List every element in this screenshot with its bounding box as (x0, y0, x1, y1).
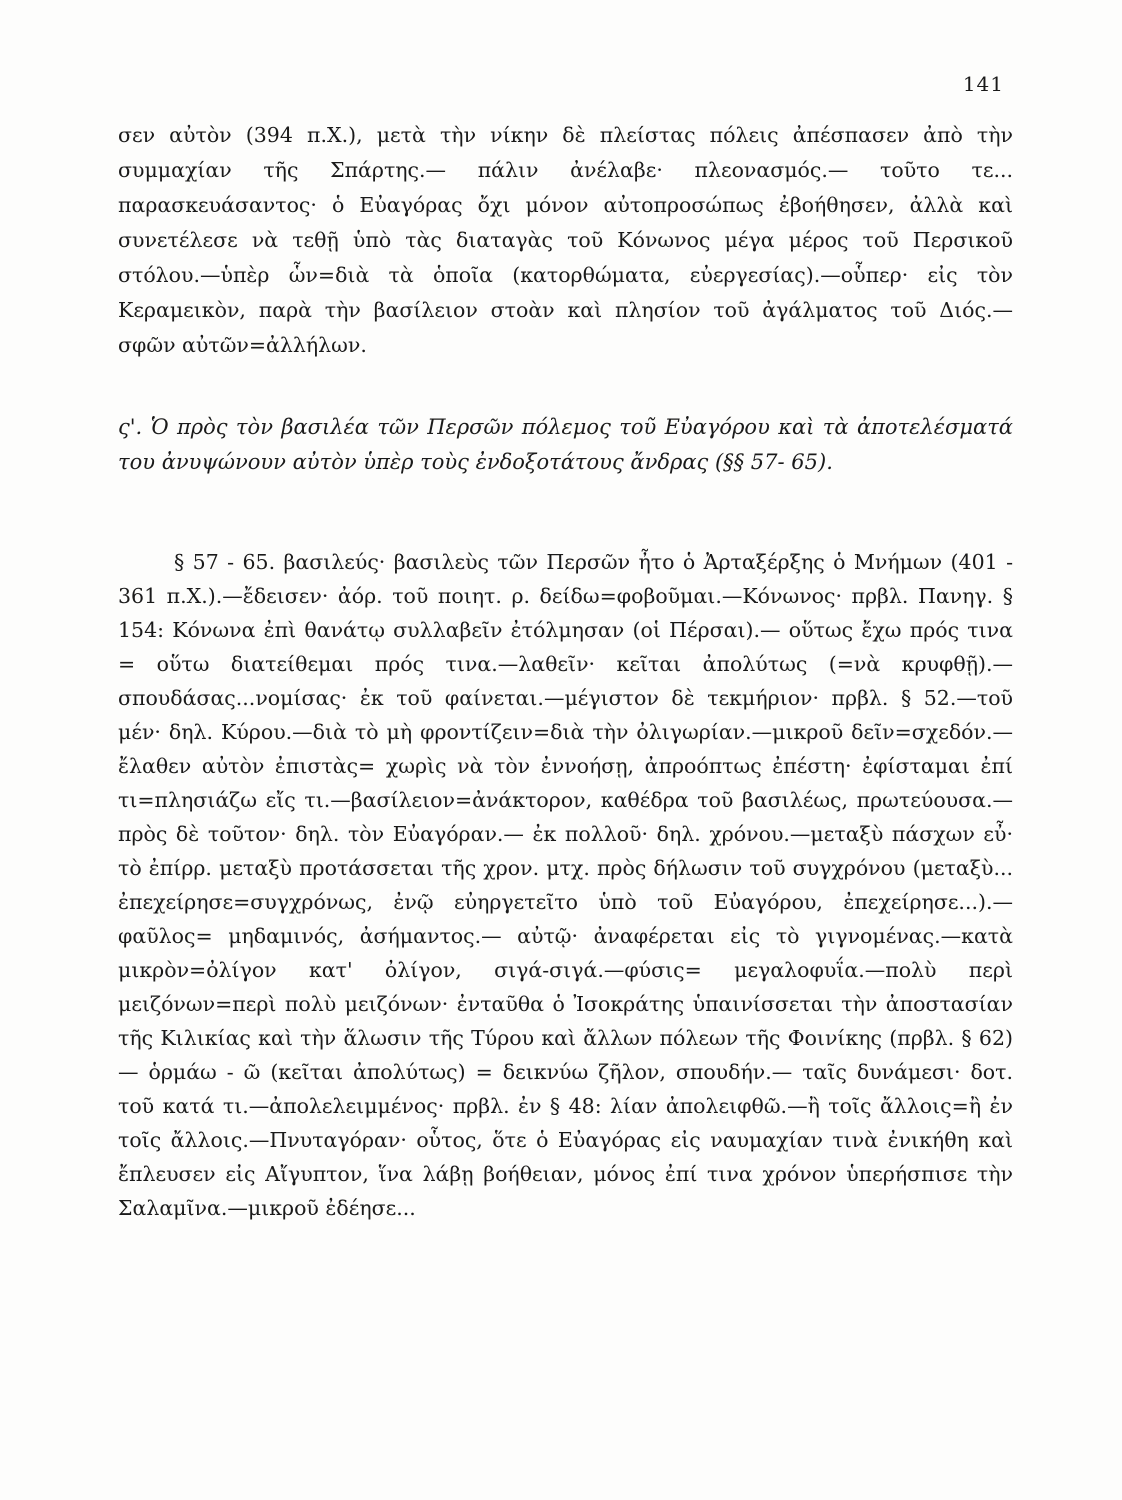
commentary-paragraph: § 57 - 65. βασιλεύς· βασιλεὺς τῶν Περσῶν ἦτο ὁ Ἀρταξέρξης ὁ Μνήμων (401 - 361 π.Χ.).—ἔδεισεν· ἀόρ. τοῦ ποιητ. ρ. δείδω=φοβοῦμαι.—Κόνωνος· πρβλ. Πανηγ. § 154: Κόνωνα ἐπὶ θανάτῳ συλλαβεῖν ἐτόλμησαν (οἱ Πέρσαι).— οὕτως ἔχω πρός τινα = οὕτω διατείθεμαι πρός τινα.—λαθεῖν· κεῖται ἀπολύτως (=νὰ κρυφθῇ).— σπουδάσας...νομίσας· ἐκ τοῦ φαίνεται.—μέγιστον δὲ τεκμήριον· πρβλ. § 52.—τοῦ μέν· δηλ. Κύρου.—διὰ τὸ μὴ φροντίζειν=διὰ τὴν ὀλιγωρίαν.—μικροῦ δεῖν=σχεδόν.—ἔλαθεν αὐτὸν ἐπιστὰς= χωρὶς νὰ τὸν ἐννοήσῃ, ἀπροόπτως ἐπέστη· ἐφίσταμαι ἐπί τι=πλησιάζω εἴς τι.—βασίλειον=ἀνάκτορον, καθέδρα τοῦ βασιλέως, πρωτεύουσα.— πρὸς δὲ τοῦτον· δηλ. τὸν Εὐαγόραν.— ἐκ πολλοῦ· δηλ. χρόνου.—μεταξὺ πάσχων εὖ· τὸ ἐπίρρ. μεταξὺ προτάσσεται τῆς χρον. μτχ. πρὸς δήλωσιν τοῦ συγχρόνου (μεταξὺ... ἐπεχείρησε=συγχρόνως, ἐνῷ εὐηργετεῖτο ὑπὸ τοῦ Εὐαγόρου, ἐπεχείρησε...).—φαῦλος= μηδαμινός, ἀσήμαντος.— αὐτῷ· ἀναφέρεται εἰς τὸ γιγνομένας.—κατὰ μικρὸν=ὀλίγον κατ' ὀλίγον, σιγά-σιγά.—φύσις= μεγαλοφυΐα.—πολὺ περὶ μειζόνων=περὶ πολὺ μειζόνων· ἐνταῦθα ὁ Ἰσοκράτης ὑπαινίσσεται τὴν ἀποστασίαν τῆς Κιλικίας καὶ τὴν ἅλωσιν τῆς Τύρου καὶ ἄλλων πόλεων τῆς Φοινίκης (πρβλ. § 62) — ὁρμάω - ῶ (κεῖται ἀπολύτως) = δεικνύω ζῆλον, σπουδήν.— ταῖς δυνάμεσι· δοτ. τοῦ κατά τι.—ἀπολελειμμένος· πρβλ. ἐν § 48: λίαν ἀπολειφθῶ.—ἢ τοῖς ἄλλοις=ἢ ἐν τοῖς ἄλλοις.—Πνυταγόραν· οὗτος, ὅτε ὁ Εὐαγόρας εἰς ναυμαχίαν τινὰ ἐνικήθη καὶ ἔπλευσεν εἰς Αἴγυπτον, ἵνα λάβῃ βοήθειαν, μόνος ἐπί τινα χρόνον ὑπερήσπισε τὴν Σαλαμῖνα.—μικροῦ ἐδέησε... (118, 550, 1013, 1220)
paragraph-continuation: σεν αὐτὸν (394 π.Χ.), μετὰ τὴν νίκην δὲ πλείστας πόλεις ἀπέσπασεν ἀπὸ τὴν συμμαχίαν τῆς Σπάρτης.— πάλιν ἀνέλαβε· πλεονασμός.— τοῦτο τε... παρασκευάσαντος· ὁ Εὐαγόρας ὄχι μόνον αὐτοπροσώπως ἐβοήθησεν, ἀλλὰ καὶ συνετέλεσε νὰ τεθῇ ὑπὸ τὰς διαταγὰς τοῦ Κόνωνος μέγα μέρος τοῦ Περσικοῦ στόλου.—ὑπὲρ ὧν=διὰ τὰ ὁποῖα (κατορθώματα, εὐεργεσίας).—οὗπερ· εἰς τὸν Κεραμεικὸν, παρὰ τὴν βασίλειον στοὰν καὶ πλησίον τοῦ ἀγάλματος τοῦ Διός.— σφῶν αὐτῶν=ἀλλήλων. (118, 123, 1013, 357)
page-number: 141 (962, 72, 1004, 96)
section-heading: ς'. Ὁ πρὸς τὸν βασιλέα τῶν Περσῶν πόλεμος τοῦ Εὐαγόρου καὶ τὰ ἀποτελέσματά του ἀνυψώνουν αὐτὸν ὑπὲρ τοὺς ἐνδοξοτάτους ἄνδρας (§§ 57- 65). (118, 415, 1013, 474)
